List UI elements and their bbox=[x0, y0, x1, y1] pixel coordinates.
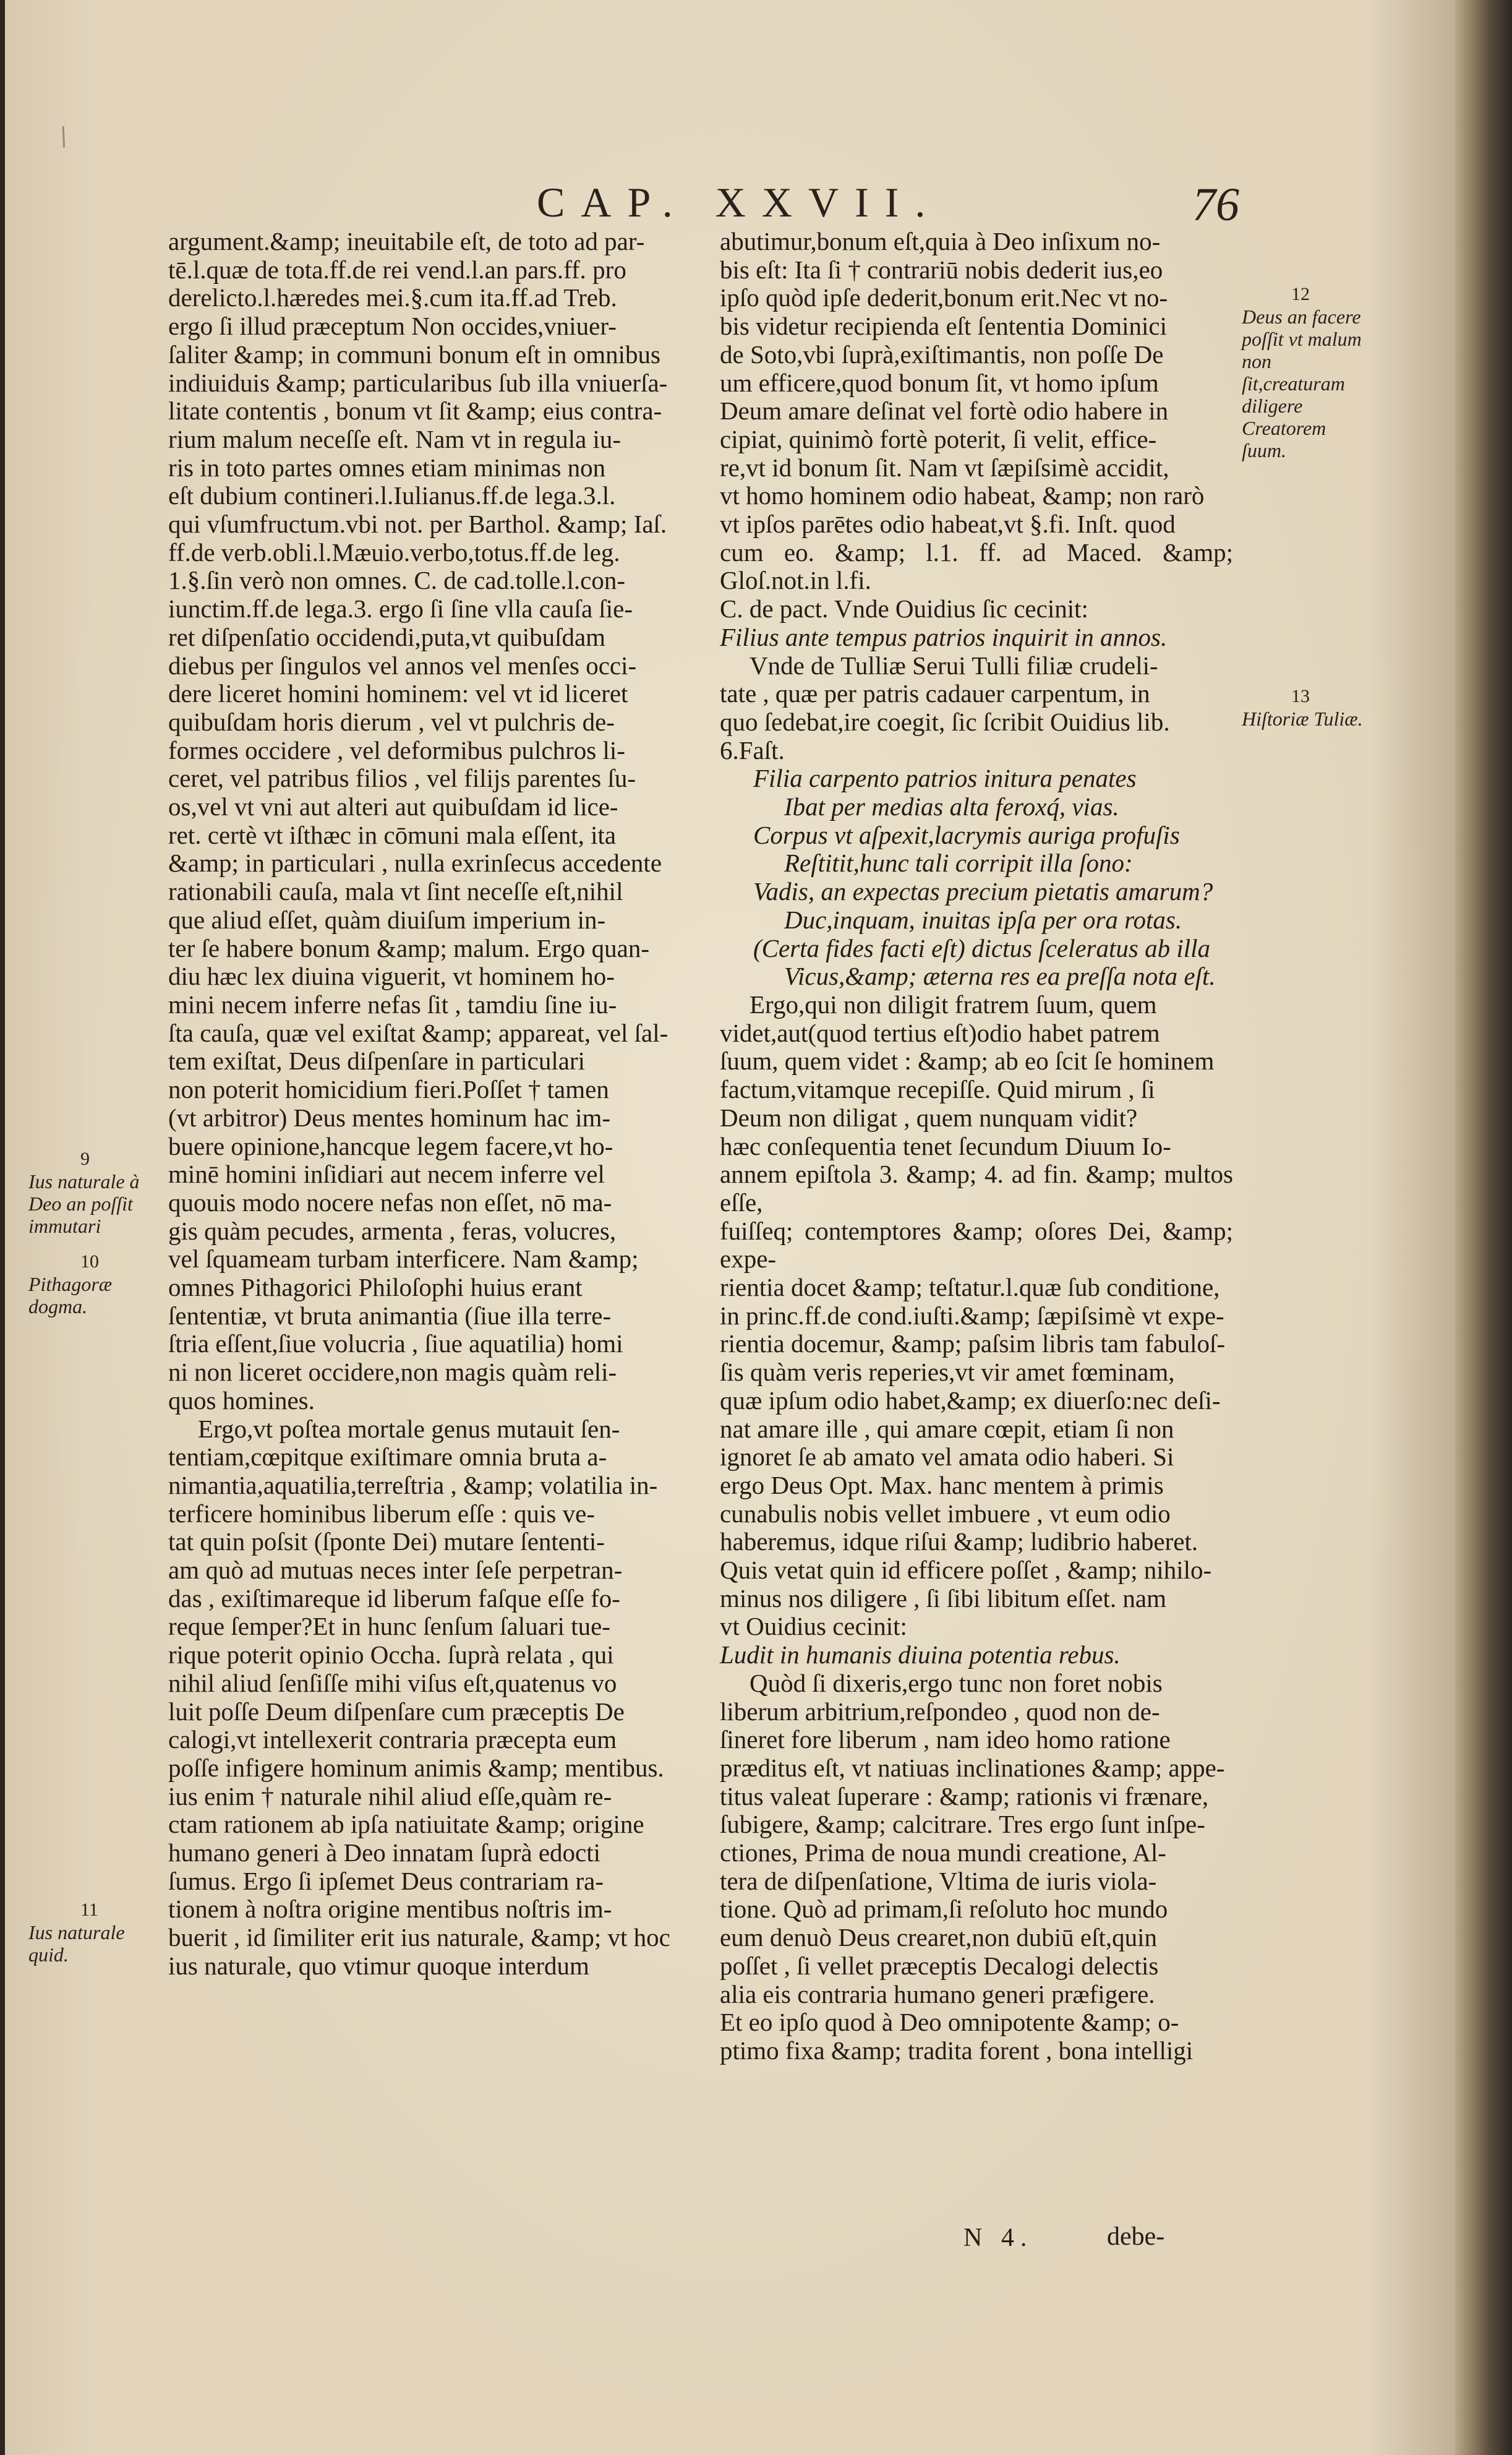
text-line: derelicto.l.hæredes mei.§.cum ita.ff.ad Treb. bbox=[168, 283, 617, 312]
text-line: ergo ſi illud præceptum Non occides,vniuer- bbox=[168, 312, 617, 341]
text-line: cum eo. &amp; l.1. ff. ad Maced. &amp; Gloſ.not.in l.fi. bbox=[720, 538, 1233, 595]
text-line: quouis modo nocere nefas non eſſet, nō ma- bbox=[168, 1188, 612, 1217]
text-line: terficere hominibus liberum eſſe : quis ve- bbox=[168, 1499, 595, 1528]
page-header bbox=[5, 178, 1455, 234]
text-line: mini necem inferre nefas ſit , tamdiu ſine iu- bbox=[168, 990, 617, 1019]
text-line: am quò ad mutuas neces inter ſeſe perpetran- bbox=[168, 1556, 623, 1585]
text-line: præditus eſt, vt natiuas inclinationes &amp; appe- bbox=[720, 1753, 1225, 1782]
text-line: quæ ipſum odio habet,&amp; ex diuerſo:nec deſi- bbox=[720, 1386, 1221, 1415]
text-line: ctiones, Prima de noua mundi creatione, Al- bbox=[720, 1838, 1166, 1867]
text-line: nihil aliud ſenſiſſe mihi viſus eſt,quatenus vo bbox=[168, 1668, 617, 1697]
text-line: tentiam,cœpitque exiſtimare omnia bruta a- bbox=[168, 1442, 607, 1472]
margin-note-text: Ius naturale à Deo an poſſit immutari bbox=[28, 1170, 140, 1237]
margin-note-number: 9 bbox=[80, 1149, 90, 1169]
signature-mark: N 4. bbox=[963, 2224, 1033, 2252]
text-line: Deum amare deſinat vel fortè odio habere in bbox=[720, 396, 1169, 426]
text-line: quos homines. bbox=[168, 1386, 315, 1415]
text-line: rationabili cauſa, mala vt ſint neceſſe eſt,nihil bbox=[168, 877, 623, 906]
text-line: rientia docemur, &amp; paſsim libris tam fabuloſ- bbox=[720, 1329, 1226, 1358]
text-line: ctam rationem ab ipſa natiuitate &amp; origine bbox=[168, 1810, 644, 1839]
right-text-column bbox=[720, 228, 1233, 2065]
verse-line: Vadis, an expectas precium pietatis amarum? bbox=[753, 877, 1213, 906]
page-edge-shadow bbox=[1455, 0, 1512, 2455]
text-line: calogi,vt intellexerit contraria præcepta eum bbox=[168, 1725, 617, 1754]
text-line: Ergo,vt poſtea mortale genus mutauit ſen- bbox=[198, 1414, 620, 1443]
verse-line: Vicus,&amp; æterna res ea preſſa nota eſt. bbox=[784, 962, 1216, 991]
text-line: ſis quàm veris reperies,vt vir amet fœminam, bbox=[720, 1358, 1175, 1387]
margin-note-text: Pithagoræ dogma. bbox=[28, 1273, 113, 1317]
text-line: humano generi à Deo innatam ſuprà edocti bbox=[168, 1838, 601, 1867]
text-line: factum,vitamque recepiſſe. Quid mirum , ſi bbox=[720, 1075, 1155, 1104]
text-line: formes occidere , vel deformibus pulchros li- bbox=[168, 735, 625, 765]
verse-line: Filia carpento patrios initura penates bbox=[753, 764, 1137, 793]
text-line: tate , quæ per patris cadauer carpentum, in bbox=[720, 679, 1150, 708]
text-line: Et eo ipſo quod à Deo omnipotente &amp; o- bbox=[720, 2008, 1179, 2037]
text-line: nimantia,aquatilia,terreſtria , &amp; volatilia in- bbox=[168, 1470, 658, 1499]
text-line: liberum arbitrium,reſpondeo , quod non de- bbox=[720, 1697, 1160, 1726]
text-line: argument.&amp; ineuitabile eſt, de toto ad par- bbox=[168, 227, 645, 255]
text-line: ni non liceret occidere,non magis quàm reli- bbox=[168, 1358, 617, 1387]
text-line: Filius ante tempus patrios inquirit in annos. bbox=[720, 622, 1168, 651]
folio-number: 76 bbox=[1192, 179, 1239, 231]
text-line: vt Ouidius cecinit: bbox=[720, 1612, 907, 1641]
margin-note-number: 13 bbox=[1291, 686, 1310, 706]
text-line: &amp; in particulari , nulla exrinſecus accedente bbox=[168, 849, 662, 878]
text-line: 6.Faſt. bbox=[720, 735, 785, 765]
margin-note-11 bbox=[28, 1899, 152, 1966]
text-line: ff.de verb.obli.l.Mæuio.verbo,totus.ff.de leg. bbox=[168, 538, 620, 567]
text-line: Vnde de Tulliæ Serui Tulli filiæ crudeli- bbox=[750, 651, 1158, 680]
text-line: ret. certè vt iſthæc in cōmuni mala eſſent, ita bbox=[168, 820, 617, 849]
verse-line: Ibat per medias alta feroxq́, vias. bbox=[784, 792, 1119, 821]
text-line: diebus per ſingulos vel annos vel menſes occi- bbox=[168, 651, 637, 680]
text-line: ius enim † naturale nihil aliud eſſe,quàm re- bbox=[168, 1781, 612, 1810]
text-line: alia eis contraria humano generi præfigere. bbox=[720, 1979, 1155, 2008]
text-line: ergo Deus Opt. Max. hanc mentem à primis bbox=[720, 1470, 1164, 1499]
running-head: CAP. XXVII. bbox=[537, 179, 942, 226]
text-line: um efficere,quod bonum ſit, vt homo ipſum bbox=[720, 368, 1159, 397]
text-line: dere liceret homini hominem: vel vt id liceret bbox=[168, 679, 628, 708]
text-line: eſt dubium contineri.l.Iulianus.ff.de lega.3.l. bbox=[168, 481, 616, 510]
text-line: titus valeat ſuperare : &amp; rationis vi frænare, bbox=[720, 1781, 1209, 1810]
margin-note-12 bbox=[1242, 283, 1372, 461]
verse-line: Corpus vt aſpexit,lacrymis auriga profuſis bbox=[753, 820, 1180, 849]
text-line: tionem à noſtra origine mentibus noſtris im- bbox=[168, 1895, 612, 1924]
text-line: Quis vetat quin id efficere poſſet , &amp; nihilo- bbox=[720, 1556, 1212, 1585]
text-line: (vt arbitror) Deus mentes hominum hac im- bbox=[168, 1103, 611, 1132]
text-line: poſſet , ſi vellet præceptis Decalogi delectis bbox=[720, 1951, 1159, 1980]
text-line: ipſo quòd ipſe dederit,bonum erit.Nec vt no- bbox=[720, 283, 1168, 312]
margin-note-number: 10 bbox=[80, 1251, 99, 1272]
text-line: in princ.ff.de cond.iuſti.&amp; ſæpiſsimè vt expe- bbox=[720, 1301, 1224, 1330]
text-line: videt,aut(quod tertius eſt)odio habet patrem bbox=[720, 1018, 1160, 1047]
text-line: minus nos diligere , ſi ſibi libitum eſſet. nam bbox=[720, 1583, 1166, 1613]
text-line: abutimur,bonum eſt,quia à Deo inſixum no- bbox=[720, 227, 1161, 255]
text-line: ter ſe habere bonum &amp; malum. Ergo quan- bbox=[168, 933, 650, 962]
text-line: omnes Pithagorici Philoſophi huius erant bbox=[168, 1273, 583, 1302]
text-line: quo ſedebat,ire coegit, ſic ſcribit Ouidius lib. bbox=[720, 707, 1170, 736]
text-line: rique poterit opinio Occha. ſuprà relata , qui bbox=[168, 1640, 614, 1669]
text-line: diu hæc lex diuina viguerit, vt hominem ho- bbox=[168, 962, 615, 991]
text-line: Deum non diligat , quem nunquam vidit? bbox=[720, 1103, 1138, 1132]
pencil-mark: / bbox=[54, 122, 72, 152]
verse-line: (Certa fides facti eſt) dictus ſceleratus ab illa bbox=[753, 933, 1211, 962]
text-line: nat amare ille , qui amare cœpit, etiam ſi non bbox=[720, 1414, 1174, 1443]
text-line: gis quàm pecudes, armenta , feras, volucres, bbox=[168, 1216, 617, 1245]
text-line: ſuum, quem videt : &amp; ab eo ſcit ſe hominem bbox=[720, 1047, 1215, 1076]
text-line: iunctim.ff.de lega.3. ergo ſi ſine vlla cauſa ſie- bbox=[168, 594, 633, 623]
text-line: minē homini inſidiari aut necem inferre vel bbox=[168, 1160, 605, 1189]
text-line: buerit , id ſimiliter erit ius naturale, &amp; vt hoc bbox=[168, 1923, 670, 1952]
text-line: annem epiſtola 3. &amp; 4. ad fin. &amp; multos eſſe, bbox=[720, 1160, 1233, 1217]
text-line: tat quin poſsit (ſponte Dei) mutare ſententi- bbox=[168, 1527, 605, 1556]
text-line: quibuſdam horis dierum , vel vt pulchris de- bbox=[168, 707, 615, 736]
text-line: ſineret fore liberum , nam ideo homo ratione bbox=[720, 1725, 1171, 1754]
text-line: ptimo fixa &amp; tradita forent , bona intelligi bbox=[720, 2036, 1194, 2065]
text-line: vel ſquameam turbam interficere. Nam &amp; bbox=[168, 1245, 639, 1274]
text-line: rientia docet &amp; teſtatur.l.quæ ſub conditione, bbox=[720, 1273, 1220, 1302]
margin-note-9 bbox=[28, 1148, 158, 1237]
catchword: debe- bbox=[1107, 2222, 1165, 2251]
text-line: litate contentis , bonum vt ſit &amp; eius contra- bbox=[168, 396, 662, 426]
verse-line: Reſtitit,hunc tali corripit illa ſono: bbox=[784, 849, 1133, 878]
text-line: C. de pact. Vnde Ouidius ſic cecinit: bbox=[720, 594, 1088, 623]
text-line: ignoret ſe ab amato vel amata odio haberi. Si bbox=[720, 1442, 1174, 1472]
text-line: cunabulis nobis vellet imbuere , vt eum odio bbox=[720, 1499, 1171, 1528]
text-line: tione. Quò ad primam,ſi reſoluto hoc mundo bbox=[720, 1895, 1168, 1924]
margin-note-number: 11 bbox=[80, 1900, 98, 1920]
text-line: de Soto,vbi ſuprà,exiſtimantis, non poſſe De bbox=[720, 340, 1164, 369]
text-line: poſſe infigere hominum animis &amp; mentibus. bbox=[168, 1753, 664, 1782]
text-line: Quòd ſi dixeris,ergo tunc non foret nobis bbox=[750, 1668, 1163, 1697]
text-line: tera de diſpenſatione, Vltima de iuris viola- bbox=[720, 1866, 1157, 1895]
text-line: ret diſpenſatio occidendi,puta,vt quibuſdam bbox=[168, 622, 606, 651]
text-line: hæc conſequentia tenet ſecundum Diuum Io- bbox=[720, 1131, 1171, 1160]
margin-note-13 bbox=[1242, 685, 1384, 730]
margin-note-text: Ius naturale quid. bbox=[28, 1921, 125, 1966]
text-line: rium malum neceſſe eſt. Nam vt in regula iu- bbox=[168, 424, 621, 453]
text-line: ſtria eſſent,ſiue volucria , ſiue aquatilia) homi bbox=[168, 1329, 623, 1358]
text-line: 1.§.ſin verò non omnes. C. de cad.tolle.l.con- bbox=[168, 566, 625, 595]
text-line: luit poſſe Deum diſpenſare cum præceptis De bbox=[168, 1697, 625, 1726]
text-line: cipiat, quinimò fortè poterit, ſi velit, effice- bbox=[720, 424, 1157, 453]
book-page bbox=[5, 0, 1455, 2455]
text-line: Ludit in humanis diuina potentia rebus. bbox=[720, 1640, 1121, 1669]
verse-line: Duc,inquam, inuitas ipſa per ora rotas. bbox=[784, 905, 1182, 934]
text-line: os,vel vt vni aut alteri aut quibuſdam id lice- bbox=[168, 792, 618, 821]
margin-note-number: 12 bbox=[1291, 284, 1310, 304]
text-line: Ergo,qui non diligit fratrem ſuum, quem bbox=[750, 990, 1157, 1019]
left-text-column bbox=[168, 228, 674, 1981]
text-line: indiuiduis &amp; particularibus ſub illa vniuerſa- bbox=[168, 368, 668, 397]
text-line: ceret, vel patribus filios , vel filijs parentes ſu- bbox=[168, 764, 636, 793]
text-line: ris in toto partes omnes etiam minimas non bbox=[168, 453, 606, 482]
text-line: ſumus. Ergo ſi ipſemet Deus contrariam ra- bbox=[168, 1866, 604, 1895]
text-line: qui vſumfructum.vbi not. per Barthol. &amp; Iaſ. bbox=[168, 510, 667, 539]
text-line: vt ipſos parētes odio habeat,vt §.fi. Inſt. quod bbox=[720, 510, 1176, 539]
text-line: ius naturale, quo vtimur quoque interdum bbox=[168, 1951, 589, 1980]
text-line: ſta cauſa, quæ vel exiſtat &amp; appareat, vel ſal- bbox=[168, 1018, 668, 1047]
text-line: bis videtur recipienda eſt ſententia Dominici bbox=[720, 312, 1167, 341]
margin-note-10 bbox=[28, 1251, 152, 1317]
text-line: que aliud eſſet, quàm diuiſum imperium in- bbox=[168, 905, 606, 934]
text-line: ſaliter &amp; in communi bonum eſt in omnibus bbox=[168, 340, 660, 369]
text-line: tem exiſtat, Deus diſpenſare in particulari bbox=[168, 1047, 585, 1076]
text-line: re,vt id bonum ſit. Nam vt ſæpiſsimè accidit, bbox=[720, 453, 1169, 482]
text-line: buere opinione,hancque legem facere,vt ho- bbox=[168, 1131, 613, 1160]
text-line: bis eſt: Ita ſi † contrariū nobis dederit ius,eo bbox=[720, 255, 1163, 284]
text-line: ſententiæ, vt bruta animantia (ſiue illa terre- bbox=[168, 1301, 612, 1330]
text-line: ſubigere, &amp; calcitrare. Tres ergo ſunt inſpe- bbox=[720, 1810, 1205, 1839]
text-line: das , exiſtimareque id liberum faſque eſſe fo- bbox=[168, 1583, 620, 1613]
text-line: tē.l.quæ de tota.ff.de rei vend.l.an pars.ff. pro bbox=[168, 255, 626, 284]
text-line: vt homo hominem odio habeat, &amp; non rarò bbox=[720, 481, 1205, 510]
text-line: fuiſſeq; contemptores &amp; oſores Dei, &amp; expe- bbox=[720, 1216, 1233, 1274]
margin-note-text: Deus an facere poſſit vt malum non ſit,creaturam diligere Creatorem ſuum. bbox=[1242, 306, 1362, 461]
text-line: eum denuò Deus crearet,non dubiū eſt,quin bbox=[720, 1923, 1158, 1952]
text-line: reque ſemper?Et in hunc ſenſum ſaluari tue- bbox=[168, 1612, 610, 1641]
margin-note-text: Hiſtoriæ Tuliæ. bbox=[1242, 708, 1363, 730]
text-line: non poterit homicidium fieri.Poſſet † tamen bbox=[168, 1075, 609, 1104]
text-line: haberemus, idque riſui &amp; ludibrio haberet. bbox=[720, 1527, 1198, 1556]
